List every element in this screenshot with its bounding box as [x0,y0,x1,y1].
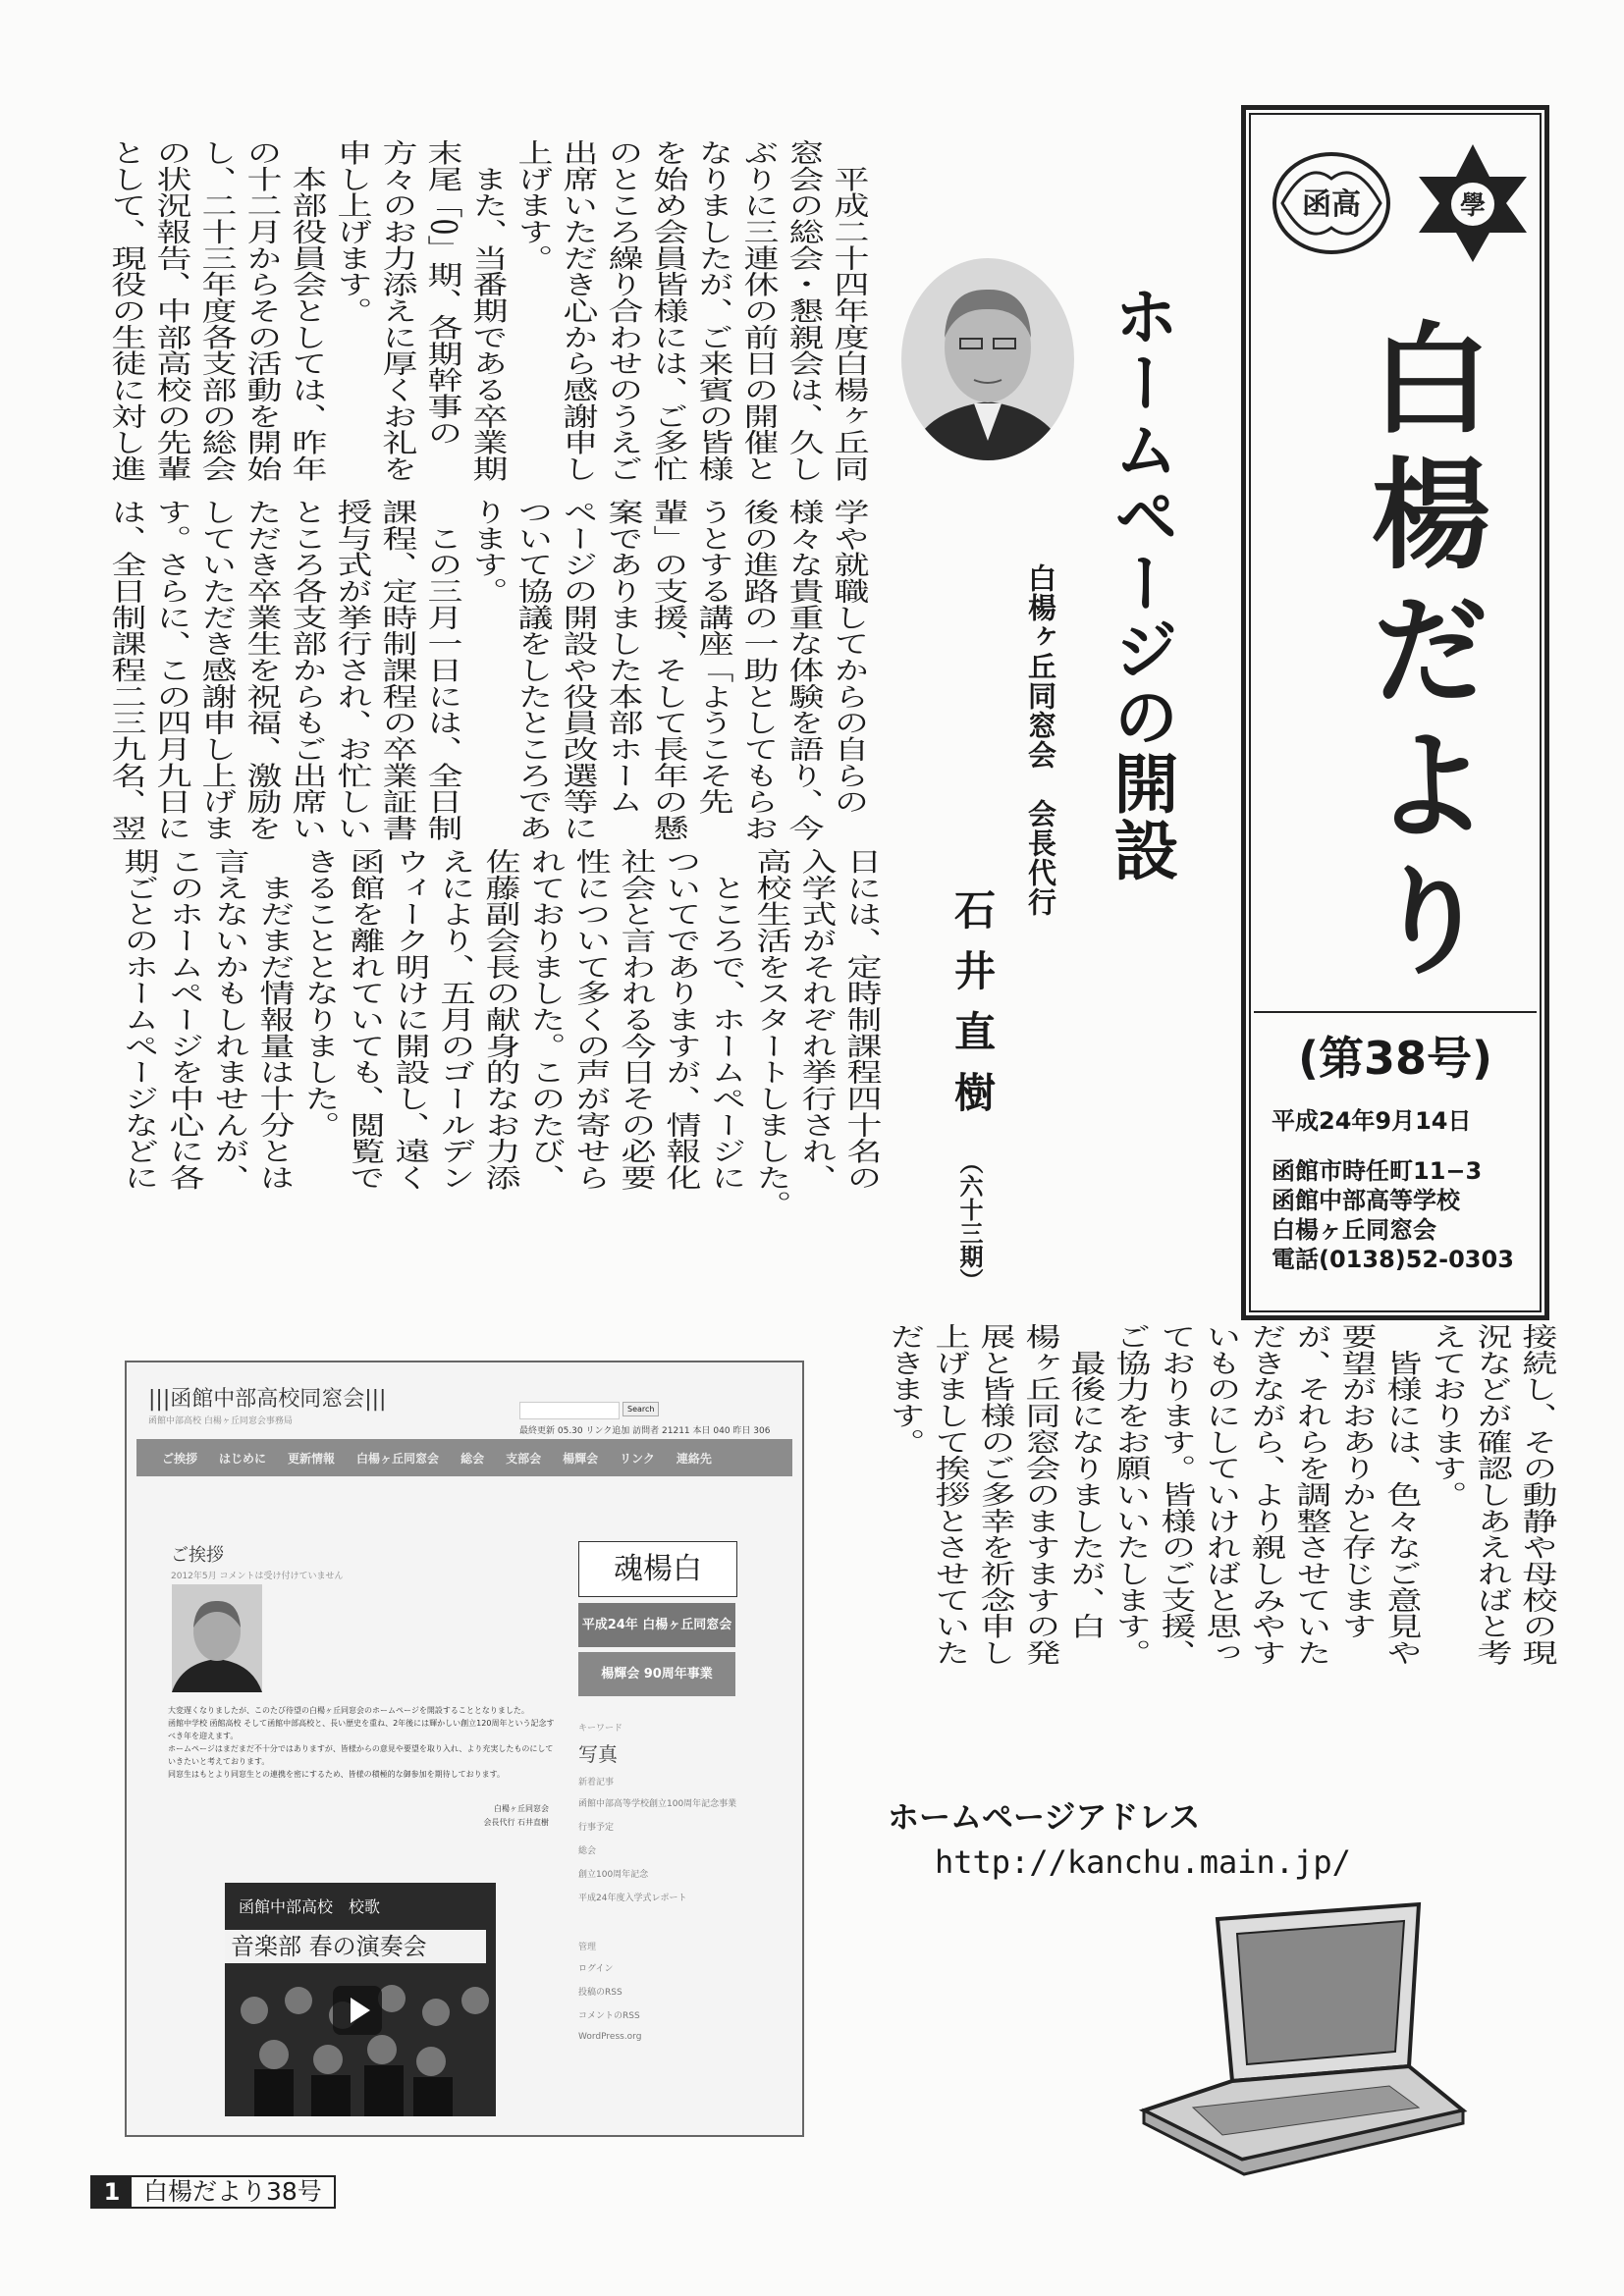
text-column: 況などが確認しあえればと考 [1472,1323,1512,1666]
recent-post-link[interactable]: 函館中部高等学校創立100周年記念事業 [578,1799,737,1809]
text-column: 課程、定時制課程の卒業証書 [377,499,417,841]
meta-label: 管理 [578,1943,597,1952]
recent-post-link[interactable]: 平成24年度入学式レポート [578,1894,687,1903]
site-nav [136,1439,792,1476]
article-title: ホームページの開設 [1103,283,1178,883]
nav-item[interactable]: はじめに [219,1451,267,1466]
text-column: 函館を離れていても、閲覧で [345,848,385,1191]
article-text-block-2 [103,499,871,842]
post-meta: 2012年5月 コメントは受け付けていません [171,1572,344,1581]
author-name: 石井直樹 [948,888,997,1132]
text-column: ております。皆様のご支援、 [1156,1323,1196,1666]
article-text-block-3 [116,848,884,1217]
issue-date: 平成24年9月14日 [1272,1107,1472,1135]
wordpress-link[interactable]: WordPress.org [578,2032,642,2042]
text-column: の十二月からその活動を開始 [242,139,282,482]
text-column: として、現役の生徒に対し進 [106,139,146,482]
text-column: ります。 [467,499,508,605]
text-column: 入学式がそれぞれ挙行され、 [796,848,837,1191]
text-column: 佐藤副会長の献身的なお力添 [480,848,520,1191]
site-subtitle: 函館中部高校 白楊ヶ丘同窓会事務局 [148,1416,293,1426]
nav-item[interactable]: 白楊ヶ丘同窓会 [356,1451,440,1466]
keyword-label: キーワード [578,1724,623,1734]
text-column: 上げまして挨拶とさせていた [930,1323,970,1666]
text-column: ページの開設や役員改選等に [558,499,598,841]
text-column: このホームページを中心に各 [164,848,204,1191]
text-column: 日には、定時制課程四十名の [841,848,882,1191]
article-text-block-4 [882,1323,1559,1667]
text-column: 接続し、その動静や母校の現 [1517,1323,1557,1666]
text-column: 皆様には、色々なご意見や [1381,1323,1422,1666]
text-column: す。さらに、この四月九日に [151,499,191,841]
website-screenshot [125,1361,804,2137]
greeting-body [168,1704,561,1781]
text-column: していただき感謝申し上げま [196,499,237,841]
text-column: 出席いただき心から感謝申し [558,139,598,482]
text-column: 様々な貴重な体験を語り、今 [784,499,824,841]
nav-item[interactable]: リンク [620,1451,655,1466]
body-line: ホームページはまだまだ不十分ではありますが、皆様からの意見や要望を取り入れ、より充実したものにしていきたいと考えております。 [168,1744,554,1766]
text-column: ご協力をお願いいたします。 [1110,1323,1151,1666]
newsletter-title: 白楊だより [1351,316,1492,993]
video-banner: 音楽部 春の演奏会 [225,1930,486,1963]
footer-title: 白楊だより38号 [143,2177,322,2206]
text-column: えにより、五月のゴールデン [435,848,475,1191]
text-column: 上げます。 [513,139,553,272]
banner-hakuyo-spirit[interactable]: 白楊魂 [578,1541,737,1597]
text-column: ついて協議をしたところであ [513,499,553,841]
school-emblem-icon [1268,149,1395,257]
text-column: 本部役員会としては、昨年 [287,139,327,482]
text-column: は、全日制課程二三九名、翌 [106,499,146,841]
text-column: ところ各支部からもご出席い [287,499,327,841]
text-column: だきながら、より親しみやす [1246,1323,1286,1666]
text-column: し、二十三年度各支部の総会 [196,139,237,482]
text-column: 最後になりましたが、白 [1065,1323,1106,1639]
publisher-address [1272,1156,1514,1274]
recent-post-link[interactable]: 創立100周年記念 [578,1870,649,1880]
article-text-block-1 [103,139,871,483]
body-line: 同窓生はもとより同窓生との連携を密にするため、皆様の積極的な御参加を期待しております。 [168,1770,506,1779]
text-column: が、それらを調整させていた [1291,1323,1331,1666]
text-column: 窓会の総会・懇親会は、久し [784,139,824,482]
nav-item[interactable]: 連絡先 [676,1451,712,1466]
signature-line: 会長代行 石井直樹 [483,1818,549,1827]
video-title: 函館中部高校 校歌 [239,1897,381,1916]
text-column: また、当番期である卒業期 [467,139,508,482]
divider [1254,1011,1537,1013]
text-column: れておりました。このたび、 [525,848,566,1191]
comments-rss-link[interactable]: コメントのRSS [578,2011,640,2021]
nav-item[interactable]: 総会 [460,1451,485,1466]
nav-item[interactable]: 楊輝会 [563,1451,599,1466]
text-column: 輩」の支援、そして長年の懸 [648,499,688,841]
nav-item[interactable]: 更新情報 [288,1451,336,1466]
text-column: 期ごとのホームページなどに [119,848,159,1191]
author-photo [897,254,1078,464]
text-column: ただき卒業生を祝福、激励を [242,499,282,841]
text-column: 展と皆様のご多幸を祈念申し [975,1323,1015,1666]
text-column: の状況報告、中部高校の先輩 [151,139,191,482]
keyword-link[interactable]: 写真 [578,1742,618,1766]
homepage-url[interactable]: http://kanchu.main.jp/ [935,1843,1351,1881]
author-term: （六十三期） [955,1150,983,1292]
body-line: 函館中学校 函館高校 そして函館中部高校と、長い歴史を重ね、2年後には輝かしい創立120周年という記念すべき年を迎えます。 [168,1719,555,1740]
nav-item[interactable]: 支部会 [506,1451,542,1466]
masthead [1241,105,1549,1320]
text-column: 言えないかもしれませんが、 [209,848,249,1191]
school-song-video[interactable] [225,1883,496,2116]
page-number: 1 [92,2177,132,2207]
text-column: のところ繰り合わせのうえご [603,139,643,482]
banner-90th-anniversary[interactable]: 楊輝会 90周年事業 [578,1652,735,1696]
text-column: いものにしていければと思っ [1201,1323,1241,1666]
text-column: ついてでありますが、情報化 [661,848,701,1191]
recent-posts [578,1796,736,1914]
text-column: を始め会員皆様には、ご多忙 [648,139,688,482]
page-footer [90,2175,336,2209]
site-title: |||函館中部高校同窓会||| [148,1387,387,1412]
text-column: 平成二十四年度白楊ヶ丘同 [829,139,869,482]
laptop-icon [1124,1899,1468,2184]
text-column: きることとなりました。 [299,848,340,1139]
text-column: 方々のお力添えに厚くお礼を [377,139,417,482]
site-status: 最終更新 05.30 リンク追加 訪問者 21211 本日 040 昨日 306 [519,1426,771,1436]
banner-reunion[interactable]: 平成24年 白楊ヶ丘同窓会 [578,1603,735,1647]
star-lettering: 學 [1459,191,1487,221]
play-icon[interactable] [333,1986,382,2035]
greeting-photo [172,1584,262,1692]
text-column: 末尾「0」期、各期幹事の [422,139,462,447]
text-column: 高校生活をスタートしました。 [751,848,791,1217]
text-column: 性について多くの声が寄せら [570,848,611,1191]
address-line: 函館市時任町11−3 [1272,1157,1483,1185]
star-emblem-icon [1411,139,1535,267]
homepage-address-label: ホームページアドレス [888,1798,1201,1836]
text-column: ウィーク明けに開設し、遠く [390,848,430,1191]
recent-post-link[interactable]: 総会 [578,1846,597,1856]
signature-line: 白楊ヶ丘同窓会 [494,1804,549,1813]
search-input[interactable] [519,1402,620,1419]
text-column: 申し上げます。 [332,139,372,324]
nav-item[interactable]: ご挨拶 [162,1451,198,1466]
search-button[interactable]: Search [623,1402,659,1416]
text-column: 楊ヶ丘同窓会のますますの発 [1020,1323,1060,1666]
body-line: 大変遅くなりましたが、このたび待望の白楊ヶ丘同窓会のホームページを開設することとなりました。 [168,1706,529,1715]
text-column: 社会と言われる今日その必要 [616,848,656,1191]
page-heading: ご挨拶 [171,1545,224,1566]
text-column: 学や就職してからの自らの [829,499,869,815]
text-column: えております。 [1427,1323,1467,1508]
text-column: 授与式が挙行され、お忙しい [332,499,372,841]
address-line: 電話(0138)52-0303 [1272,1246,1514,1273]
text-column: まだまだ情報量は十分とは [254,848,295,1191]
recent-post-link[interactable]: 行事予定 [578,1823,615,1833]
text-column: だきます。 [885,1323,925,1456]
text-column: 後の進路の一助としてもらお [738,499,779,841]
emblem-lettering: 函高 [1302,187,1361,222]
greeting-signature [421,1802,549,1830]
text-column: 要望がおありかと存じます [1336,1323,1377,1639]
text-column: 案でありました本部ホーム [603,499,643,815]
text-column: この三月一日には、全日制 [422,499,462,841]
text-column: ぶりに三連休の前日の開催と [738,139,779,482]
text-column: なりましたが、ご来賓の皆様 [693,139,733,482]
recent-label: 新着記事 [578,1778,615,1788]
address-line: 函館中部高等学校 [1272,1187,1460,1214]
text-column: うとする講座「ようこそ先 [693,499,733,815]
text-column: ところで、ホームページに [706,848,746,1191]
posts-rss-link[interactable]: 投稿のRSS [578,1988,623,1998]
issue-number: (第38号) [1297,1032,1493,1085]
login-link[interactable]: ログイン [578,1964,614,1974]
meta-links [578,1961,641,2053]
author-organization: 白楊ヶ丘同窓会 会長代行 [1024,563,1057,917]
address-line: 白楊ヶ丘同窓会 [1272,1216,1436,1244]
